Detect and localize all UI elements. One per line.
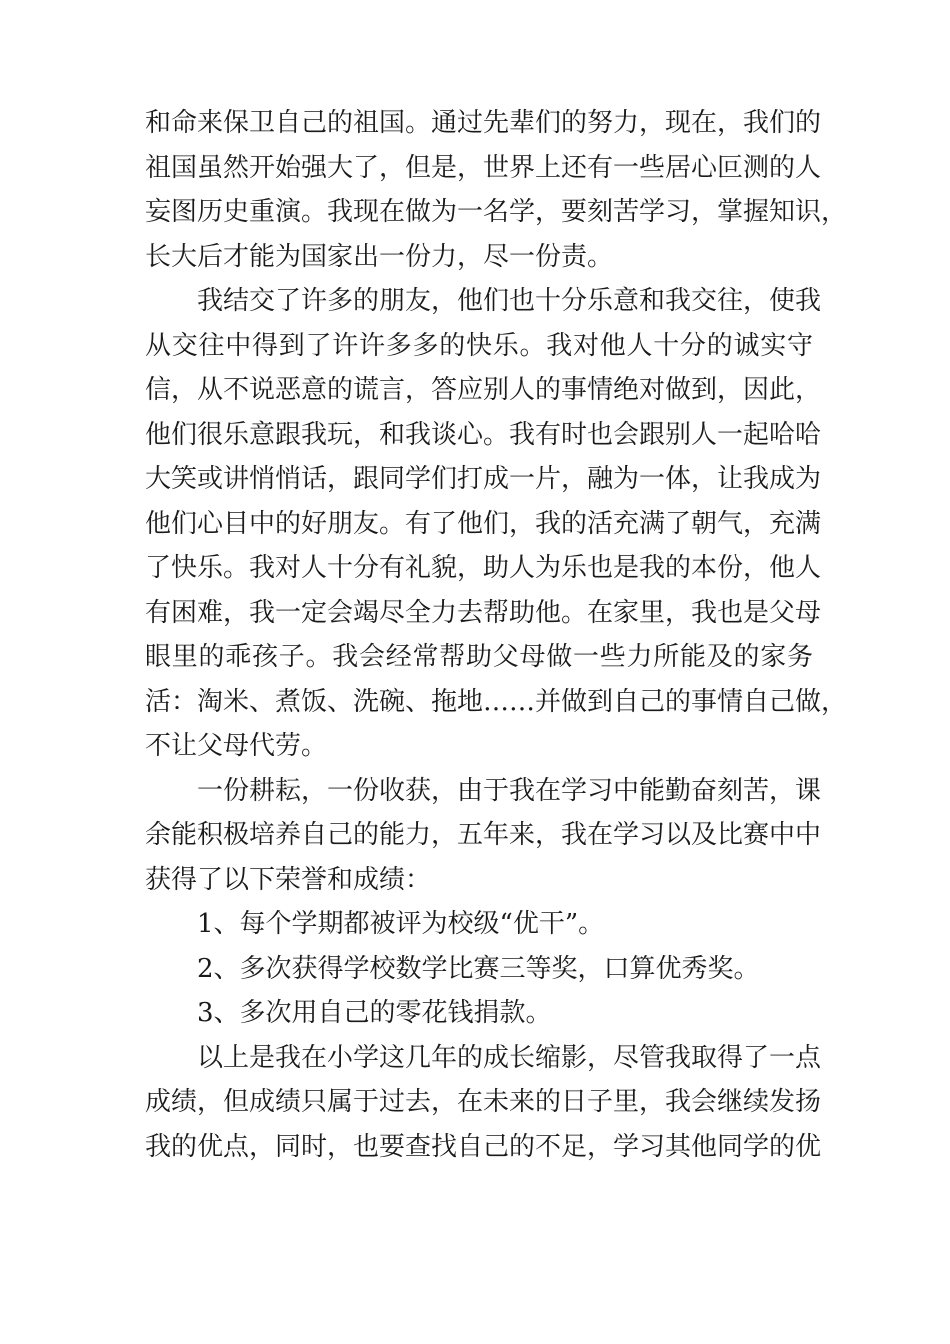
text-line: 长大后才能为国家出一份力，尽一份责。: [145, 241, 614, 272]
text-line: 我的优点，同时，也要查找自己的不足，学习其他同学的优: [145, 1131, 822, 1162]
text-line: 获得了以下荣誉和成绩：: [145, 864, 432, 895]
list-item: 3、多次用自己的零花钱捐款。: [197, 998, 552, 1028]
text-line: 从交往中得到了许许多多的快乐。我对他人十分的诚实守: [145, 330, 813, 361]
paragraph-start-line: 我结交了许多的朋友，他们也十分乐意和我交往，使我: [197, 286, 822, 316]
text-line: 不让父母代劳。: [145, 731, 328, 761]
text-line: 祖国虽然开始强大了，但是，世界上还有一些居心叵测的人: [145, 152, 822, 183]
list-item: 2、多次获得学校数学比赛三等奖，口算优秀奖。: [197, 953, 760, 984]
text-line: 他们心目中的好朋友。有了他们，我的活充满了朝气，充满: [145, 508, 822, 539]
text-line: 妄图历史重演。我现在做为一名学，要刻苦学习，掌握知识，: [145, 197, 848, 227]
text-line: 眼里的乖孩子。我会经常帮助父母做一些力所能及的家务: [145, 642, 813, 672]
text-line: 大笑或讲悄悄话，跟同学们打成一片，融为一体，让我成为: [145, 464, 822, 494]
text-line: 有困难，我一定会竭尽全力去帮助他。在家里，我也是父母: [145, 597, 822, 628]
body-text: [145, 101, 848, 1169]
text-line: 成绩，但成绩只属于过去，在未来的日子里，我会继续发扬: [145, 1087, 822, 1117]
paragraph-start-line: 一份耕耘，一份收获，由于我在学习中能勤奋刻苦，课: [197, 775, 822, 806]
text-line: 他们很乐意跟我玩，和我谈心。我有时也会跟别人一起哈哈: [145, 419, 822, 450]
list-item: 1、每个学期都被评为校级“优干”。: [197, 909, 605, 939]
paragraph-start-line: 以上是我在小学这几年的成长缩影，尽管我取得了一点: [197, 1042, 822, 1073]
text-line: 了快乐。我对人十分有礼貌，助人为乐也是我的本份，他人: [145, 553, 822, 583]
text-line: 和命来保卫自己的祖国。通过先辈们的努力，现在，我们的: [145, 108, 822, 138]
text-line: 信，从不说恶意的谎言，答应别人的事情绝对做到，因此，: [145, 375, 822, 405]
text-line: 活：淘米、煮饭、洗碗、拖地……并做到自己的事情自己做，: [145, 686, 848, 717]
text-line: 余能积极培养自己的能力，五年来，我在学习以及比赛中中: [145, 820, 822, 850]
